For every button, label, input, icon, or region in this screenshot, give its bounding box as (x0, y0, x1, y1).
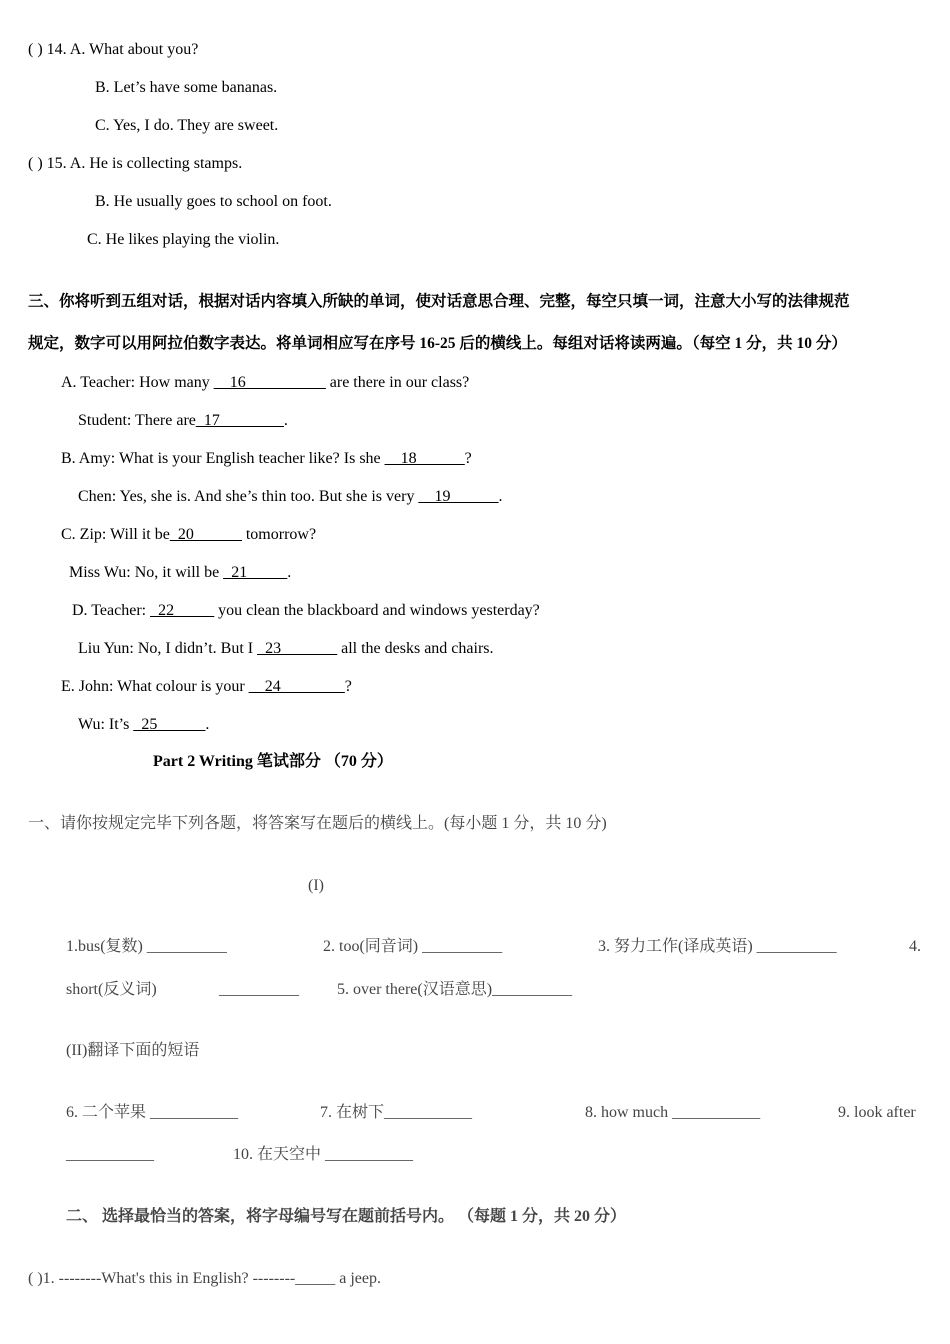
blank-21[interactable]: _21_____ (223, 564, 288, 581)
q14-option-b: B. Let’s have some bananas. (95, 79, 278, 96)
item-2: 2. too(同音词) __________ (323, 938, 503, 955)
item-4-blank[interactable]: __________ (219, 981, 299, 998)
item-5: 5. over there(汉语意思)__________ (337, 981, 573, 998)
part2-heading: Part 2 Writing 笔试部分 （70 分） (153, 753, 393, 770)
blank-16[interactable]: __16__________ (213, 374, 326, 391)
blank-24[interactable]: __24________ (248, 678, 345, 695)
q15-option-c: C. He likes playing the violin. (87, 231, 280, 248)
blank-25[interactable]: _25______ (133, 716, 206, 733)
mc-question-1: ( )1. --------What's this in English? --------_____ a jeep. (28, 1270, 381, 1287)
subsection-2-label: (II)翻译下面的短语 (66, 1042, 200, 1059)
item-8: 8. how much ___________ (585, 1104, 761, 1121)
dialog-e-line2: Wu: It’s _25______. (78, 716, 210, 733)
item-6: 6. 二个苹果 ___________ (66, 1104, 239, 1121)
item-4-number: 4. (909, 938, 921, 955)
dialog-b-line2: Chen: Yes, she is. And she’s thin too. But she is very __19______. (78, 488, 503, 505)
blank-23[interactable]: _23_______ (257, 640, 338, 657)
q14-option-a: ( ) 14. A. What about you? (28, 41, 199, 58)
item-1: 1.bus(复数) __________ (66, 938, 227, 955)
blank-18[interactable]: __18______ (384, 450, 465, 467)
item-3: 3. 努力工作(译成英语) __________ (598, 938, 837, 955)
q15-option-a: ( ) 15. A. He is collecting stamps. (28, 155, 243, 172)
dialog-a-line1: A. Teacher: How many __16__________ are there in our class? (61, 374, 470, 391)
dialog-b-line1: B. Amy: What is your English teacher like? Is she __18______? (61, 450, 472, 467)
item-9: 9. look after (838, 1104, 916, 1121)
dialog-c-line2: Miss Wu: No, it will be _21_____. (69, 564, 292, 581)
dialog-a-line2: Student: There are_17________. (78, 412, 288, 429)
blank-22[interactable]: _22_____ (150, 602, 215, 619)
item-4-text: short(反义词) (66, 981, 157, 998)
dialog-e-line1: E. John: What colour is your __24________? (61, 678, 352, 695)
part2-sec1-instruction: 一、请你按规定完毕下列各题，将答案写在题后的横线上。(每小题 1 分，共 10 分) (28, 815, 607, 832)
q14-option-c: C. Yes, I do. They are sweet. (95, 117, 279, 134)
q15-option-b: B. He usually goes to school on foot. (95, 193, 332, 210)
blank-20[interactable]: _20______ (169, 526, 242, 543)
dialog-d-line2: Liu Yun: No, I didn’t. But I _23_______ all the desks and chairs. (78, 640, 494, 657)
section3-instruction-line2: 规定，数字可以用阿拉伯数字表达。将单词相应写在序号 16-25 后的横线上。每组对话将读两遍。（每空 1 分，共 10 分） (28, 335, 847, 352)
part2-sec2-instruction: 二、 选择最恰当的答案，将字母编号写在题前括号内。 （每题 1 分，共 20 分） (66, 1208, 627, 1225)
blank-17[interactable]: _17________ (195, 412, 284, 429)
item-7: 7. 在树下___________ (320, 1104, 473, 1121)
item-9-blank[interactable]: ___________ (66, 1146, 154, 1163)
subsection-1-label: (I) (308, 877, 324, 894)
dialog-d-line1: D. Teacher: _22_____ you clean the blackboard and windows yesterday? (72, 602, 540, 619)
section3-instruction-line1: 三、你将听到五组对话，根据对话内容填入所缺的单词，使对话意思合理、完整，每空只填一词，注意大小写的法律规范 (28, 293, 850, 310)
blank-19[interactable]: __19______ (418, 488, 499, 505)
item-10: 10. 在天空中 ___________ (233, 1146, 414, 1163)
dialog-c-line1: C. Zip: Will it be_20______ tomorrow? (61, 526, 317, 543)
